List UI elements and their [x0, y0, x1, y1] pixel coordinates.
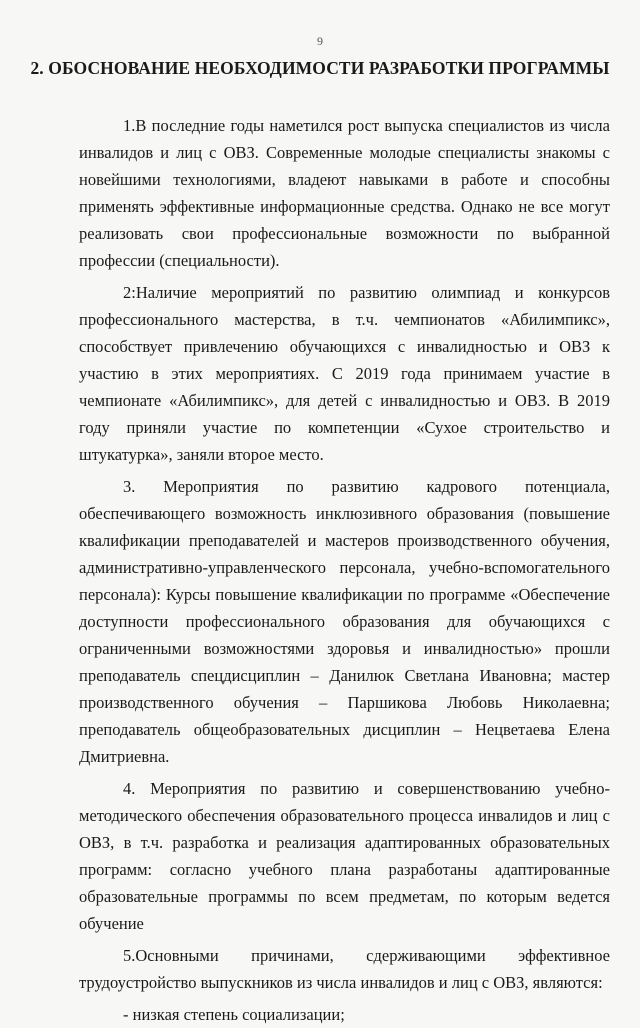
- section-heading: 2. ОБОСНОВАНИЕ НЕОБХОДИМОСТИ РАЗРАБОТКИ ПРОГРАММЫ: [30, 58, 610, 78]
- document-body: [79, 112, 610, 1028]
- paragraph-3: 3. Мероприятия по развитию кадрового потенциала, обеспечивающего возможность инклюзивного образования (повышение квалификации преподавателей и мастеров производственного обучения, административно-управленческого персонала, учебно-вспомогательного персонала): Курсы повышение квалификации по программе «Обеспечение доступности профессионального образования для обучающихся с ограниченными возможностями здоровья и инвалидностью» прошли преподаватель спецдисциплин – Данилюк Светлана Ивановна; мастер производственного обучения – Паршикова Любовь Николаевна; преподаватель общеобразовательных дисциплин – Нецветаева Елена Дмитриевна.: [79, 477, 610, 766]
- page-number: 9: [317, 34, 323, 48]
- paragraph-2: 2:Наличие мероприятий по развитию олимпиад и конкурсов профессионального мастерства, в т.ч. чемпионатов «Абилимпикс», способствует привлечению обучающихся с инвалидностью и ОВЗ к участию в этих мероприятиях. С 2019 года принимаем участие в чемпионате «Абилимпикс», для детей с инвалидностью и ОВЗ. В 2019 году приняли участие по компетенции «Сухое строительство и штукатурка», заняли второе место.: [79, 283, 610, 464]
- paragraph-1: 1.В последние годы наметился рост выпуска специалистов из числа инвалидов и лиц с ОВЗ. Современные молодые специалисты знакомы с новейшими технологиями, владеют навыками в работе и способны применять эффективные информационные средства. Однако не все могут реализовать свои профессиональные возможности по выбранной профессии (специальности).: [79, 116, 610, 270]
- list-item: - низкая степень социализации;: [123, 1005, 345, 1024]
- paragraph-5: 5.Основными причинами, сдерживающими эффективное трудоустройство выпускников из числа инвалидов и лиц с ОВЗ, являются:: [79, 946, 610, 992]
- paragraph-4: 4. Мероприятия по развитию и совершенствованию учебно-методического обеспечения образовательного процесса инвалидов и лиц с ОВЗ, в т.ч. разработка и реализация адаптированных образовательных программ: согласно учебного плана разработаны адаптированные образовательные программы по всем предметам, по которым ведется обучение: [79, 779, 610, 933]
